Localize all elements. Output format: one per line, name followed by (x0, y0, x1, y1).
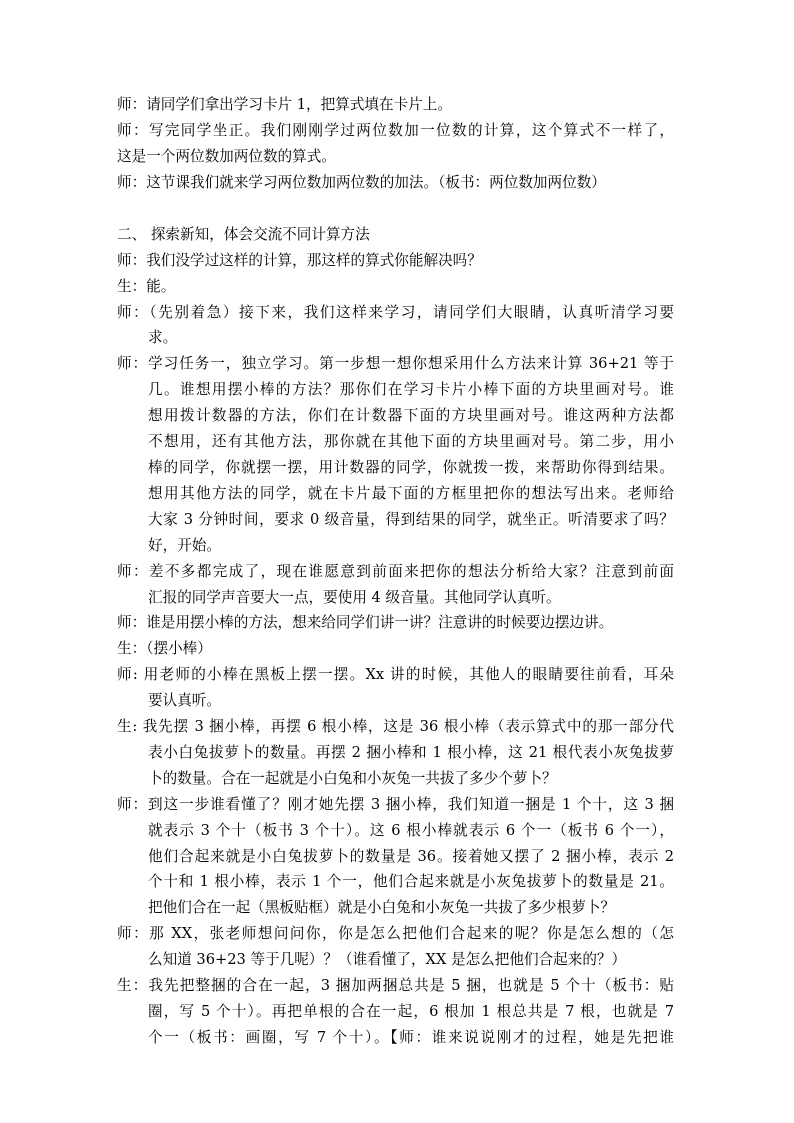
text-line: 想用其他方法的同学，就在卡片最下面的方框里把你的想法写出来。老师给 (148, 485, 674, 502)
text-line: 师：（先别着急）接下来，我们这样来学习，请同学们大眼睛，认真听清学习要 (117, 304, 674, 321)
text-line: 要认真听。 (148, 692, 221, 709)
text-line: 生：（摆小棒） (117, 640, 212, 657)
text-line: 师：这节课我们就来学习两位数加两位数的加法。（板书：两位数加两位数） (117, 174, 606, 191)
text-line: 就表示 3 个十（板书 3 个十）。这 6 根小棒就表示 6 个一（板书 6 个一）， (148, 822, 674, 839)
text-line: 个十和 1 根小棒，表示 1 个一，他们合起来就是小灰兔拔萝卜的数量是 21。 (148, 873, 674, 890)
text-line: 师：写完同学坐正。我们刚刚学过两位数加一位数的计算，这个算式不一样了， (117, 122, 674, 139)
text-line: 想用拨计数器的方法，你们在计数器下面的方块里画对号。谁这两种方法都 (148, 407, 674, 424)
text-line: 他们合起来就是小白兔拔萝卜的数量是 36。接着她又摆了 2 捆小棒，表示 2 (148, 848, 674, 865)
section-heading: 二、 探索新知，体会交流不同计算方法 (117, 226, 370, 243)
text-line: 大家 3 分钟时间，要求 0 级音量，得到结果的同学，就坐正。听清要求了吗？ (148, 511, 674, 528)
text-line: 求。 (148, 329, 178, 346)
text-line: 这是一个两位数加两位数的算式。 (117, 148, 336, 165)
text-line: 师：请同学们拿出学习卡片 1，把算式填在卡片上。 (117, 96, 452, 113)
text-line: 生：能。 (117, 278, 176, 295)
text-line: 师：到这一步谁看懂了？刚才她先摆 3 捆小棒，我们知道一捆是 1 个十，这 3 捆 (117, 796, 674, 813)
text-line: 个一（板书：画圈，写 7 个十）。【师：谁来说说刚才的过程，她是先把谁 (148, 1029, 674, 1046)
text-line: 生：我先把整捆的合在一起，3 捆加两捆总共是 5 捆，也就是 5 个十（板书：贴 (117, 977, 674, 994)
text-line: 好，开始。 (148, 537, 221, 554)
text-line: 几。谁想用摆小棒的方法？那你们在学习卡片小棒下面的方块里画对号。谁 (148, 381, 674, 398)
text-line: 表小白兔拔萝卜的数量。再摆 2 捆小棒和 1 根小棒，这 21 根代表小灰兔拔萝 (148, 744, 674, 761)
text-line: 卜的数量。合在一起就是小白兔和小灰兔一共拔了多少个萝卜？ (148, 770, 557, 787)
text-line: 师：我们没学过这样的计算，那这样的算式你能解决吗？ (117, 252, 482, 269)
text-line: 师：学习任务一，独立学习。第一步想一想你想采用什么方法来计算 36+21 等于 (117, 355, 674, 372)
text-line: 汇报的同学声音要大一点，要使用 4 级音量。其他同学认真听。 (148, 589, 561, 606)
text-line: 么知道 36+23 等于几呢）？（谁看懂了，XX 是怎么把他们合起来的？） (148, 951, 627, 968)
text-line: 师：差不多都完成了，现在谁愿意到前面来把你的想法分析给大家？注意到前面 (117, 563, 674, 580)
text-line: 圈，写 5 个十）。再把单根的合在一起，6 根加 1 根总共是 7 根，也就是 7 (148, 1003, 674, 1020)
text-line: 不想用，还有其他方法，那你就在其他下面的方块里画对号。第二步，用小 (148, 433, 674, 450)
text-line: 生: 我先摆 3 捆小棒，再摆 6 根小棒，这是 36 根小棒（表示算式中的那一部分代 (117, 718, 674, 735)
text-line: 棒的同学，你就摆一摆，用计数器的同学，你就拨一拨，来帮助你得到结果。 (148, 459, 674, 476)
text-line: 把他们合在一起（黑板贴框）就是小白兔和小灰兔一共拔了多少根萝卜？ (148, 899, 616, 916)
text-line: 师: 用老师的小棒在黑板上摆一摆。Xx 讲的时候，其他人的眼睛要往前看，耳朵 (117, 666, 674, 683)
text-line: 师：那 XX，张老师想问问你，你是怎么把他们合起来的呢？你是怎么想的（怎 (117, 925, 674, 942)
text-line: 师：谁是用摆小棒的方法，想来给同学们讲一讲？注意讲的时候要边摆边讲。 (117, 614, 614, 631)
